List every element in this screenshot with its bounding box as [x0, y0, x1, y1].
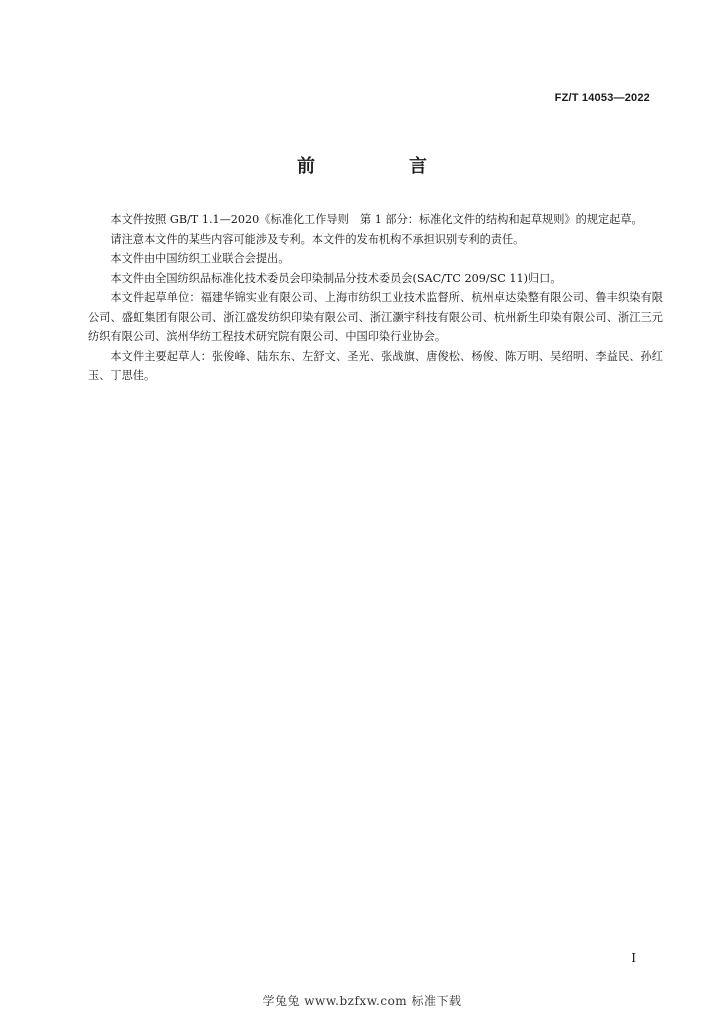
- paragraph-committee: 本文件由全国纺织品标准化技术委员会印染制品分技术委员会(SAC/TC 209/SC 11)归口。: [110, 271, 562, 285]
- foreword-body: [88, 210, 663, 386]
- page-number: I: [631, 951, 636, 965]
- paragraph-drafters: 本文件主要起草人：张俊峰、陆东东、左舒文、圣光、张战旗、唐俊松、杨俊、陈万明、吴绍明、李益民、孙红玉、丁思佳。: [88, 349, 663, 382]
- paragraph-proposer: 本文件由中国纺织工业联合会提出。: [110, 252, 290, 265]
- paragraph-drafting-units: 本文件起草单位：福建华锦实业有限公司、上海市纺织工业技术监督所、杭州卓达染整有限公司、鲁丰织染有限公司、盛虹集团有限公司、浙江盛发纺织印染有限公司、浙江灏宇科技有限公司、杭州新生印染有限公司、浙江三元纺织有限公司、滨州华纺工程技术研究院有限公司、中国印染行业协会。: [88, 291, 663, 343]
- standard-code: FZ/T 14053—2022: [554, 92, 650, 104]
- footer-watermark: 学兔兔 www.bzfxw.com 标准下载: [262, 994, 462, 1008]
- page-title: 前 言: [297, 156, 465, 177]
- paragraph-patent-notice: 请注意本文件的某些内容可能涉及专利。本文件的发布机构不承担识别专利的责任。: [110, 232, 525, 246]
- paragraph-drafting-rules: 本文件按照 GB/T 1.1—2020《标准化工作导则 第 1 部分：标准化文件的结构和起草规则》的规定起草。: [110, 213, 643, 226]
